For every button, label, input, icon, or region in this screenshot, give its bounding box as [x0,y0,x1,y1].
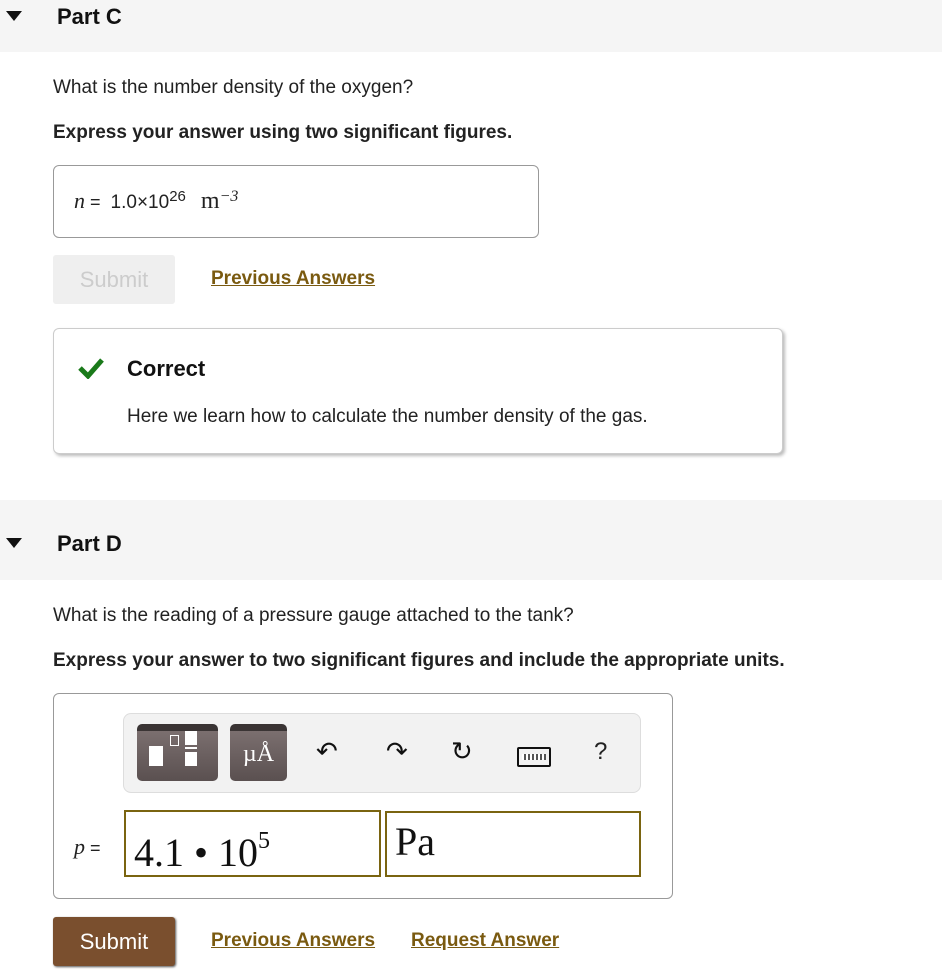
feedback-status: Correct [127,356,206,381]
part-d-header[interactable] [0,500,942,580]
part-c-instruction: Express your answer using two significant figures. [53,122,513,143]
previous-answers-link[interactable]: Previous Answers [211,930,376,951]
equals: = [90,192,101,212]
part-c-title: Part C [57,4,122,29]
var-n: n [74,188,85,213]
part-c-question: What is the number density of the oxygen? [53,77,414,98]
template-icon [149,746,163,766]
unit-exponent: −3 [219,188,239,205]
answer-mantissa: 1.0×10 [110,192,170,213]
feedback-box [53,328,783,454]
templates-button[interactable] [137,724,218,781]
value-exponent: 5 [258,828,271,854]
p-label [74,834,101,860]
feedback-text: Here we learn how to calculate the number density of the gas. [127,406,648,427]
answer-unit: m [200,188,220,214]
undo-icon[interactable]: ↶ [316,736,338,766]
part-c-answer-box [53,165,539,238]
request-answer-link[interactable]: Request Answer [411,930,560,951]
part-d-answer-box [53,693,673,899]
redo-icon[interactable]: ↷ [386,736,408,766]
answer-exponent: 26 [169,188,186,205]
units-button[interactable]: µÅ [230,724,287,781]
collapse-triangle-icon[interactable] [6,538,22,548]
check-icon [78,357,104,379]
submit-button[interactable]: Submit [53,917,175,966]
collapse-triangle-icon[interactable] [6,11,22,21]
part-d-title: Part D [57,531,122,556]
unit-input[interactable]: Pa [385,811,641,877]
previous-answers-link[interactable]: Previous Answers [211,268,376,289]
reset-icon[interactable]: ↻ [451,736,473,766]
keyboard-icon[interactable] [517,747,551,767]
part-c-header[interactable] [0,0,942,52]
equals: = [90,838,101,858]
part-d-instruction: Express your answer to two significant figures and include the appropriate units. [53,650,785,671]
value-text: 4.1 • 10 [134,830,259,875]
part-d-question: What is the reading of a pressure gauge attached to the tank? [53,605,574,626]
help-button[interactable]: ? [594,738,608,765]
math-toolbar [123,713,641,793]
var-p: p [74,834,85,859]
submit-button-disabled[interactable]: Submit [53,255,175,304]
value-input[interactable] [124,810,381,877]
